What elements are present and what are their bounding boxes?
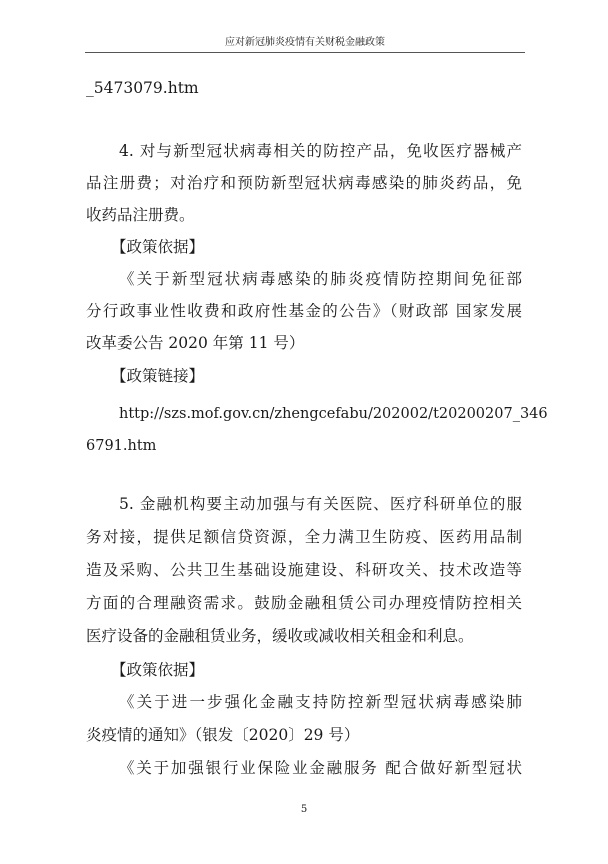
policy-basis-heading-2: 【政策依据】 (111, 661, 205, 679)
item-5-line-3: 造及采购、公共卫生基础设施建设、科研攻关、技术改造等 (86, 561, 522, 579)
policy-basis-2-line-2: 炎疫情的通知》（银发〔2020〕29 号） (86, 726, 360, 744)
policy-link-url-continuation[interactable]: 6791.htm (86, 438, 157, 454)
policy-basis-heading: 【政策依据】 (111, 238, 205, 256)
item-5-line-2: 务对接，提供足额信贷资源，全力满卫生防疫、医药用品制 (86, 528, 522, 546)
item-4-line-2: 品注册费；对治疗和预防新型冠状病毒感染的肺炎药品，免 (86, 174, 522, 192)
policy-basis-line-2: 分行政事业性收费和政府性基金的公告》（财政部 国家发展 (86, 302, 522, 320)
page-number: 5 (300, 804, 308, 815)
policy-link-url[interactable]: http://szs.mof.gov.cn/zhengcefabu/202002/t20200207_346 (119, 406, 548, 422)
url-continuation[interactable]: _5473079.htm (86, 79, 199, 97)
item-4-line-1: 4. 对与新型冠状病毒相关的防控产品，免收医疗器械产 (119, 142, 522, 160)
policy-basis-2-line-1: 《关于进一步强化金融支持防控新型冠状病毒感染肺 (119, 693, 522, 711)
item-5-line-4: 方面的合理融资需求。鼓励金融租赁公司办理疫情防控相关 (86, 594, 522, 612)
running-header: 应对新冠肺炎疫情有关财税金融政策 (85, 36, 525, 53)
policy-basis-line-1: 《关于新型冠状病毒感染的肺炎疫情防控期间免征部 (119, 270, 522, 288)
policy-link-heading: 【政策链接】 (111, 367, 205, 385)
item-5-line-5: 医疗设备的金融租赁业务，缓收或减收相关租金和利息。 (86, 627, 474, 645)
item-4-line-3: 收药品注册费。 (86, 206, 195, 224)
policy-basis-line-3: 改革委公告 2020 年第 11 号） (86, 334, 305, 352)
item-5-line-1: 5. 金融机构要主动加强与有关医院、医疗科研单位的服 (119, 495, 522, 513)
policy-basis-2-line-3: 《关于加强银行业保险业金融服务 配合做好新型冠状 (119, 759, 522, 777)
